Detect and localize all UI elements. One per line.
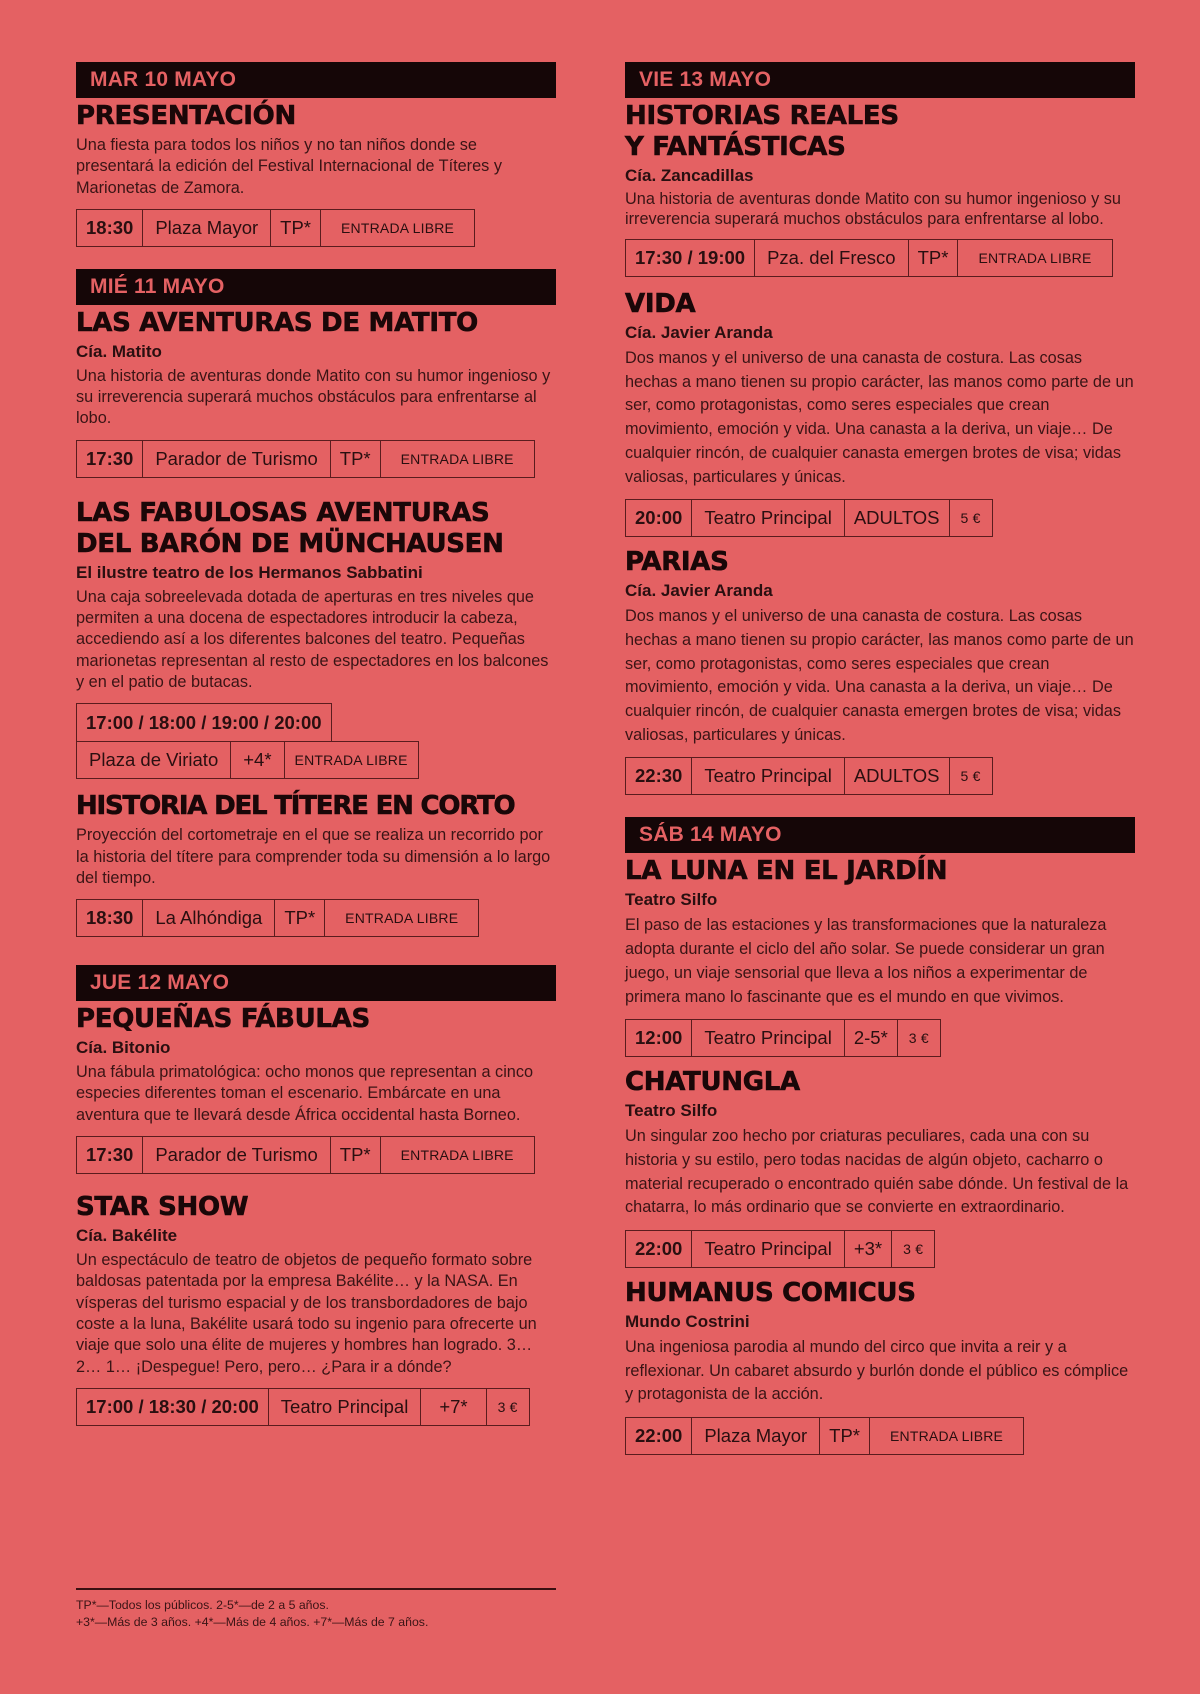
event-description: Una historia de aventuras donde Matito con su humor ingenioso y su irreverencia superará muchos obstáculos para enfrentarse al lobo. [625, 190, 1121, 228]
age-legend-footer [76, 1588, 556, 1631]
day-header-mie-11: MIÉ 11 MAYO [76, 269, 556, 305]
event-vida [625, 289, 1135, 537]
left-column [76, 62, 556, 1440]
event-time: 18:30 [77, 900, 143, 936]
event-price: 3 € [497, 1398, 518, 1415]
event-venue: Teatro Principal [269, 1389, 422, 1425]
event-info-row [76, 1136, 535, 1174]
event-title: STAR SHOW [76, 1192, 249, 1223]
event-venue: Plaza de Viriato [77, 742, 231, 778]
event-company: Mundo Costrini [625, 1312, 750, 1332]
event-age-rating: ADULTOS [845, 758, 950, 794]
event-age-rating: TP* [275, 900, 325, 936]
event-venue: Teatro Principal [692, 1231, 845, 1267]
event-venue: Pza. del Fresco [755, 240, 909, 276]
event-description: Una caja sobreelevada dotada de aperturas en tres niveles que permiten a una docena de espectadores introducir la cabeza, accediendo así a los diferentes balcones del teatro. Pequeñas marionetas representan al resto de espectadores en los balcones y en el patio de butacas. [76, 587, 549, 691]
event-time: 22:30 [626, 758, 692, 794]
event-description: Un espectáculo de teatro de objetos de pequeño formato sobre baldosas patentada por la empresa Bakélite… y la NASA. En vísperas del turismo espacial y de los transbordadores de bajo coste a la luna, Bakélite usará todo su ingenio para ofrecerte un viaje que solo una élite de mujeres y hombres han logrado. 3… 2… 1… ¡Despegue! Pero, pero… ¿Para ir a dónde? [76, 1251, 537, 1376]
event-company: Cía. Javier Aranda [625, 581, 773, 601]
event-title: LA LUNA EN EL JARDÍN [625, 856, 948, 887]
event-price: 3 € [903, 1241, 924, 1258]
event-title: PEQUEÑAS FÁBULAS [76, 1004, 370, 1035]
event-venue: Teatro Principal [692, 1020, 845, 1056]
event-time: 17:00 / 18:00 / 19:00 / 20:00 [86, 711, 322, 733]
event-title: PARIAS [625, 547, 729, 578]
event-title: PRESENTACIÓN [76, 101, 296, 131]
event-description: Una fiesta para todos los niños y no tan niños donde se presentará la edición del Festival Internacional de Títeres y Marionetas de Zamora. [76, 136, 502, 197]
event-venue: La Alhóndiga [143, 900, 275, 936]
event-baron-munchausen [76, 498, 556, 779]
event-pequenas-fabulas [76, 1004, 556, 1174]
event-time: 17:30 [77, 441, 143, 477]
event-price: 5 € [960, 510, 981, 527]
event-age-rating: 2-5* [845, 1020, 898, 1056]
event-venue: Plaza Mayor [692, 1418, 820, 1454]
event-venue: Plaza Mayor [143, 210, 271, 246]
event-time: 22:00 [626, 1231, 692, 1267]
event-info-stack [76, 703, 556, 779]
event-title-line-1: LAS FABULOSAS AVENTURAS [76, 497, 490, 528]
event-title: CHATUNGLA [625, 1067, 800, 1098]
event-description: Una historia de aventuras donde Matito con su humor ingenioso y su irreverencia superará muchos obstáculos para enfrentarse al lobo. [76, 366, 551, 428]
event-venue: Teatro Principal [692, 758, 845, 794]
legend-line-1: TP*—Todos los públicos. 2-5*—de 2 a 5 años. [76, 1598, 329, 1612]
event-info-row [625, 1230, 935, 1268]
event-star-show [76, 1192, 556, 1426]
event-info-row [76, 440, 535, 478]
event-time: 20:00 [626, 500, 692, 536]
event-company: Cía. Bakélite [76, 1226, 178, 1246]
event-age-rating: TP* [909, 240, 959, 276]
event-venue: Parador de Turismo [143, 441, 330, 477]
event-price: ENTRADA LIBRE [294, 752, 408, 769]
event-time: 22:00 [626, 1418, 692, 1454]
event-age-rating: TP* [820, 1418, 870, 1454]
event-company: Cía. Matito [76, 341, 162, 361]
event-age-rating: TP* [331, 441, 381, 477]
event-price: 3 € [908, 1030, 929, 1047]
event-price: ENTRADA LIBRE [400, 1147, 514, 1164]
event-info-row-times [76, 703, 332, 741]
event-title: VIDA [625, 289, 696, 319]
day-header-vie-13: VIE 13 MAYO [625, 62, 1135, 98]
day-header-mar-10: MAR 10 MAYO [76, 62, 556, 98]
event-aventuras-matito [76, 308, 556, 478]
event-venue: Parador de Turismo [143, 1137, 330, 1173]
event-description: Una ingeniosa parodia al mundo del circo que invita a reir y a reflexionar. Un cabaret absurdo y burlón donde el público es cómplice y protagonista de la acción. [625, 1338, 1129, 1404]
event-age-rating: ADULTOS [845, 500, 950, 536]
event-title-line-2: DEL BARÓN DE MÜNCHAUSEN [76, 528, 504, 559]
event-info-row [76, 899, 479, 937]
event-info-row [625, 1417, 1024, 1455]
event-description: Proyección del cortometraje en el que se realiza un recorrido por la historia del títere para comprender toda su dimensión a lo largo del tiempo. [76, 826, 551, 887]
event-time: 17:30 [77, 1137, 143, 1173]
event-age-rating: +4* [231, 742, 284, 778]
event-time: 17:30 / 19:00 [626, 240, 755, 276]
event-description: Un singular zoo hecho por criaturas peculiares, cada una con su historia y su estilo, pero todas nacidas de algún objeto, cacharro o material recuperado o encontrado quién sabe dónde. Un festival de la chatarra, lo más ordinario que se convierte en extraordinario. [625, 1127, 1129, 1217]
event-age-rating: TP* [271, 210, 321, 246]
event-info-row-details [76, 741, 419, 779]
event-price: ENTRADA LIBRE [400, 450, 514, 467]
event-historia-titere [76, 791, 556, 937]
event-info-row [76, 1388, 530, 1426]
event-description: Dos manos y el universo de una canasta de costura. Las cosas hechas a mano tienen su propio carácter, las manos como parte de un ser, como protagonistas, como seres especiales que crean movimiento, emoción y vida. Una canasta a la deriva, un viaje… De cualquier rincón, de cualquier canasta emergen brotes de visa; vidas valiosas, particulares y únicas. [625, 607, 1134, 744]
event-time: 18:30 [77, 210, 143, 246]
event-info-row [625, 499, 993, 537]
event-age-rating: +3* [845, 1231, 892, 1267]
event-price: ENTRADA LIBRE [341, 219, 455, 236]
event-time: 12:00 [626, 1020, 692, 1056]
event-time: 17:00 / 18:30 / 20:00 [77, 1389, 269, 1425]
event-description: Dos manos y el universo de una canasta de costura. Las cosas hechas a mano tienen su propio carácter, las manos como parte de un ser, como protagonistas, como seres especiales que crean movimiento, emoción y vida. Una canasta a la deriva, un viaje… De cualquier rincón, de cualquier canasta emergen brotes de visa; vidas valiosas, particulares y únicas. [625, 349, 1134, 486]
event-venue: Teatro Principal [692, 500, 845, 536]
day-header-sab-14: SÁB 14 MAYO [625, 817, 1135, 853]
event-age-rating: +7* [421, 1389, 486, 1425]
event-company: El ilustre teatro de los Hermanos Sabbatini [76, 562, 423, 582]
event-description: El paso de las estaciones y las transformaciones que la naturaleza adopta durante el ciclo del año solar. Se puede considerar un gran juego, un viaje sensorial que lleva a los niños a experimentar de primera mano lo fascinante que es el mundo en que vivimos. [625, 916, 1107, 1006]
event-company: Cía. Javier Aranda [625, 323, 773, 342]
legend-line-2: +3*—Más de 3 años. +4*—Más de 4 años. +7*—Más de 7 años. [76, 1615, 429, 1629]
event-company: Teatro Silfo [625, 890, 718, 910]
event-description: Una fábula primatológica: ocho monos que representan a cinco especies diferentes toman el escenario. Embárcate en una aventura que te llevará desde África occidental hasta Borneo. [76, 1063, 534, 1124]
event-title: LAS AVENTURAS DE MATITO [76, 307, 478, 338]
event-title: HISTORIA DEL TÍTERE EN CORTO [76, 791, 515, 822]
event-price: ENTRADA LIBRE [345, 910, 459, 927]
event-info-row [625, 757, 993, 795]
event-company: Cía. Zancadillas [625, 166, 754, 185]
event-title-line-1: HISTORIAS REALES [625, 101, 899, 131]
event-price: 5 € [960, 768, 981, 785]
event-price: ENTRADA LIBRE [978, 250, 1092, 266]
event-chatungla [625, 1067, 1135, 1268]
event-age-rating: TP* [331, 1137, 381, 1173]
event-parias [625, 547, 1135, 795]
event-luna-jardin [625, 856, 1135, 1057]
event-title: HUMANUS COMICUS [625, 1278, 916, 1309]
event-company: Teatro Silfo [625, 1101, 718, 1121]
event-title-line-2: Y FANTÁSTICAS [625, 132, 846, 162]
day-header-jue-12: JUE 12 MAYO [76, 965, 556, 1001]
event-info-row [625, 1019, 941, 1057]
event-info-row [76, 209, 475, 247]
right-column [625, 62, 1135, 1469]
event-info-row [625, 239, 1113, 277]
event-company: Cía. Bitonio [76, 1038, 171, 1058]
event-historias-reales [625, 101, 1135, 277]
event-humanus-comicus [625, 1278, 1135, 1455]
event-price: ENTRADA LIBRE [890, 1428, 1004, 1445]
event-presentacion [76, 101, 556, 247]
